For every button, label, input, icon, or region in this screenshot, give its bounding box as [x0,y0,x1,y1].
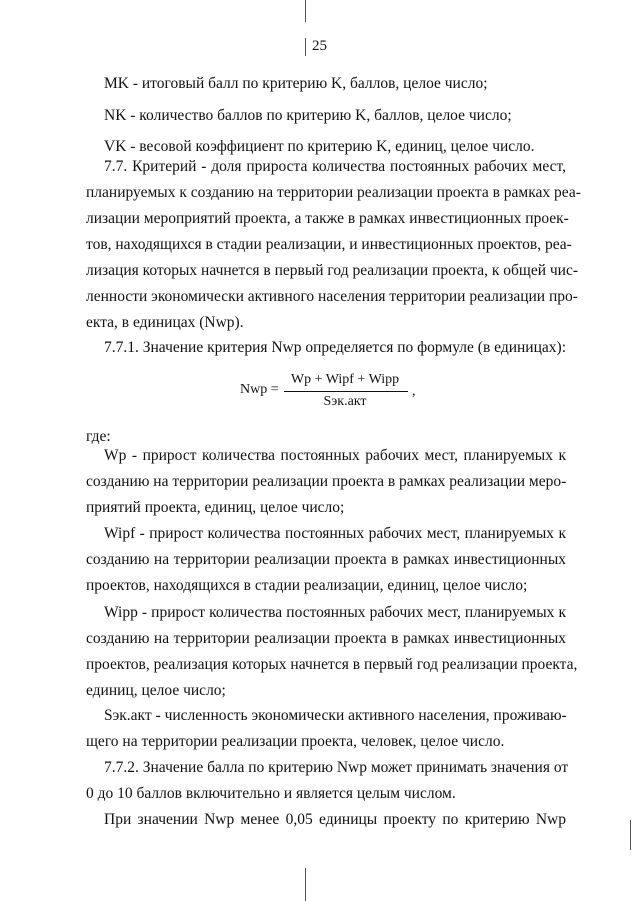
paragraph-7-7-line-3: лизации мероприятий проекта, а также в рамках инвестиционных проек- [86,210,569,227]
formula-lhs: Nwp = [240,382,279,397]
definition-seac-line-2: щего на территории реализации проекта, человек, целое число. [86,733,505,750]
page-number: 25 [312,38,327,54]
scan-mark-page [305,38,306,56]
definition-wipp-line-3: проектов, реализация которых начнется в первый год реализации проекта, [86,656,578,673]
definition-wipp-line-4: единиц, целое число; [86,682,226,699]
definition-nk: NK - количество баллов по критерию K, баллов, целое число; [104,107,512,124]
scan-mark-top [305,0,306,22]
definition-wipf-line-1: Wipf - прирост количества постоянных рабочих мест, планируемых к [104,525,566,542]
formula-numerator: Wp + Wipf + Wipp [290,372,400,387]
fraction-bar [284,391,408,392]
definition-wp-line-1: Wp - прирост количества постоянных рабочих мест, планируемых к [104,447,566,464]
definition-wipf-line-3: проектов, находящихся в стадии реализации, единиц, целое число; [86,577,528,594]
paragraph-7-7-1: 7.7.1. Значение критерия Nwp определяется по формуле (в единицах): [104,339,566,356]
paragraph-7-7-line-4: тов, находящихся в стадии реализации, и инвестиционных проектов, реа- [86,236,572,253]
formula-nwp [240,372,440,412]
scan-mark-edge [630,820,631,850]
where-label: где: [86,428,111,445]
paragraph-7-7-line-6: ленности экономически активного населения территории реализации про- [86,288,578,305]
definition-wipp-line-1: Wipp - прирост количества постоянных рабочих мест, планируемых к [104,604,566,621]
paragraph-threshold-line-1: При значении Nwp менее 0,05 единицы проекту по критерию Nwp [104,811,566,828]
paragraph-7-7-line-7: екта, в единицах (Nwp). [86,314,244,331]
scan-mark-bottom [305,868,306,901]
paragraph-7-7-line-5: лизация которых начнется в первый год реализации проекта, к общей чис- [86,262,579,279]
definition-wipf-line-2: созданию на территории реализации проекта в рамках инвестиционных [86,551,566,568]
paragraph-7-7-2-line-2: 0 до 10 баллов включительно и является целым числом. [86,785,456,802]
paragraph-7-7-2-line-1: 7.7.2. Значение балла по критерию Nwp может принимать значения от [104,759,569,776]
definition-mk: MK - итоговый балл по критерию K, баллов, целое число; [104,75,488,92]
definition-seac-line-1: Sэк.акт - численность экономически активного населения, проживаю- [104,707,567,724]
paragraph-7-7-line-1: 7.7. Критерий - доля прироста количества постоянных рабочих мест, [104,158,566,175]
definition-wp-line-2: созданию на территории реализации проекта в рамках реализации меро- [86,473,567,490]
definition-wipp-line-2: созданию на территории реализации проекта в рамках инвестиционных [86,630,566,647]
formula-denominator: Sэк.акт [323,394,367,409]
definition-vk: VK - весовой коэффициент по критерию K, единиц, целое число. [104,138,535,155]
formula-comma: , [412,384,416,399]
definition-wp-line-3: приятий проекта, единиц, целое число; [86,499,345,516]
paragraph-7-7-line-2: планируемых к созданию на территории реализации проекта в рамках реа- [86,184,581,201]
